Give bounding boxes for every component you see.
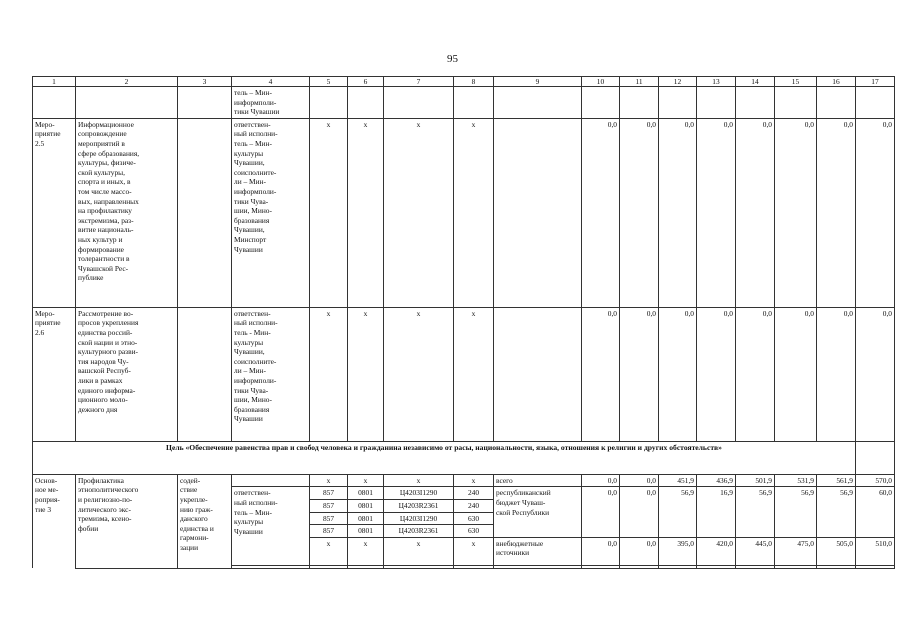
- event-row-2-5: [33, 118, 895, 307]
- responsible-cell: ответствен- ный исполни- тель – Мин- культуры Чувашии: [232, 487, 310, 565]
- col-header: 8: [454, 77, 494, 87]
- code-cell: x: [310, 118, 348, 307]
- page-number: 95: [447, 53, 458, 65]
- event-id: Меро- приятие 2.6: [33, 307, 76, 441]
- col-header: 14: [736, 77, 775, 87]
- value-cell: 0,0: [620, 537, 659, 565]
- value-cell: 436,9: [697, 474, 736, 487]
- code-cell: 857: [310, 487, 348, 500]
- col-header: 16: [817, 77, 856, 87]
- event-row-2-6: [33, 307, 895, 441]
- code-cell: 0801: [348, 525, 384, 538]
- responsible-cell: ответствен- ный исполни- тель – Мин- культуры Чувашии, соисполните- ли – Мин- информполи- тики Чува- шии, Мино- бразования Чувашии, Минспорт Чувашии: [232, 118, 310, 307]
- code-cell: x: [384, 537, 454, 565]
- column-number-row: [33, 77, 895, 87]
- value-cell: 0,0: [582, 487, 620, 537]
- col-header: 12: [659, 77, 697, 87]
- value-cell: 0,0: [736, 118, 775, 307]
- code-cell: Ц4203R2361: [384, 525, 454, 538]
- value-cell: 0,0: [582, 307, 620, 441]
- goal-heading: Цель «Обеспечение равенства прав и свобод человека и гражданина независимо от расы, национальности, языка, отношения к религии и других обстоятельств»: [33, 441, 856, 474]
- code-cell: x: [384, 307, 454, 441]
- code-cell: x: [348, 118, 384, 307]
- continuation-row: [33, 87, 895, 119]
- code-cell: Ц4203I1290: [384, 512, 454, 525]
- responsible-cell: тель – Мин- информполи- тики Чувашии: [232, 87, 310, 119]
- value-cell: 0,0: [736, 307, 775, 441]
- value-cell: 0,0: [620, 307, 659, 441]
- code-cell: 240: [454, 487, 494, 500]
- value-cell: 56,9: [775, 487, 817, 537]
- value-cell: 501,9: [736, 474, 775, 487]
- col-header: 4: [232, 77, 310, 87]
- col-header: 9: [494, 77, 582, 87]
- value-cell: 0,0: [659, 118, 697, 307]
- code-cell: 240: [454, 499, 494, 512]
- event-description: Рассмотрение во- просов укрепления единства россий- ской нации и этно- культурного разви- тия народов Чу- вашской Респуб- лики в рамках единого информа- ционного моло- дежного дня: [76, 307, 178, 441]
- program-table: [32, 76, 895, 569]
- code-cell: Ц4203R2361: [384, 499, 454, 512]
- value-cell: 56,9: [736, 487, 775, 537]
- value-cell: 395,0: [659, 537, 697, 565]
- value-cell: 0,0: [620, 487, 659, 537]
- value-cell: 475,0: [775, 537, 817, 565]
- value-cell: 16,9: [697, 487, 736, 537]
- value-cell: 445,0: [736, 537, 775, 565]
- event-description: Информационное сопровождение мероприятий в сфере образования, культуры, физиче- ской культуры, спорта и иных, в том числе массо- вых, направленных на профилактику экстремизма, раз- витие националь- ных культур и формирование толерантности в Чувашской Рес- публике: [76, 118, 178, 307]
- value-cell: 0,0: [582, 474, 620, 487]
- value-cell: 56,9: [659, 487, 697, 537]
- col-header: 2: [76, 77, 178, 87]
- code-cell: x: [348, 537, 384, 565]
- value-cell: 0,0: [775, 307, 817, 441]
- value-cell: 420,0: [697, 537, 736, 565]
- code-cell: x: [348, 307, 384, 441]
- event-id: Меро- приятие 2.5: [33, 118, 76, 307]
- code-cell: 0801: [348, 499, 384, 512]
- code-cell: 0801: [348, 487, 384, 500]
- code-cell: x: [454, 537, 494, 565]
- code-cell: 0801: [348, 512, 384, 525]
- event-goal-cell: содей- ствие укрепле- нию граж- данского единства и гармони- зации: [178, 474, 232, 568]
- goal-row: [33, 441, 895, 474]
- value-cell: 0,0: [697, 307, 736, 441]
- value-cell: 0,0: [697, 118, 736, 307]
- col-header: 3: [178, 77, 232, 87]
- col-header: 1: [33, 77, 76, 87]
- value-cell: 561,9: [817, 474, 856, 487]
- value-cell: 451,9: [659, 474, 697, 487]
- code-cell: x: [310, 474, 348, 487]
- value-cell: 0,0: [659, 307, 697, 441]
- col-header: 11: [620, 77, 659, 87]
- value-cell: 510,0: [856, 537, 895, 565]
- col-header: 5: [310, 77, 348, 87]
- value-cell: 570,0: [856, 474, 895, 487]
- value-cell: 505,0: [817, 537, 856, 565]
- code-cell: 630: [454, 512, 494, 525]
- value-cell: 0,0: [775, 118, 817, 307]
- col-header: 13: [697, 77, 736, 87]
- funding-source: внебюджетные источники: [494, 537, 582, 565]
- col-header: 17: [856, 77, 895, 87]
- value-cell: 531,9: [775, 474, 817, 487]
- funding-source: республиканский бюджет Чуваш- ской Республики: [494, 487, 582, 537]
- code-cell: x: [454, 474, 494, 487]
- value-cell: 0,0: [817, 307, 856, 441]
- responsible-cell: ответствен- ный исполни- тель - Мин- культуры Чувашии, соисполните- ли – Мин- информполи- тики Чува- шии, Мино- бразования Чувашии: [232, 307, 310, 441]
- value-cell: 0,0: [582, 118, 620, 307]
- value-cell: 0,0: [817, 118, 856, 307]
- col-header: 10: [582, 77, 620, 87]
- event-description: Профилактика этнополитического и религиозно-по- литического экс- тремизма, ксено- фобии: [76, 474, 178, 568]
- code-cell: 630: [454, 525, 494, 538]
- code-cell: 857: [310, 512, 348, 525]
- main-event-3-total-row: [33, 474, 895, 487]
- value-cell: 0,0: [856, 118, 895, 307]
- code-cell: x: [310, 537, 348, 565]
- code-cell: x: [384, 474, 454, 487]
- value-cell: 60,0: [856, 487, 895, 537]
- value-cell: 56,9: [817, 487, 856, 537]
- value-cell: 0,0: [856, 307, 895, 441]
- funding-source: всего: [494, 474, 582, 487]
- code-cell: x: [454, 118, 494, 307]
- code-cell: x: [348, 474, 384, 487]
- col-header: 6: [348, 77, 384, 87]
- code-cell: 857: [310, 525, 348, 538]
- code-cell: x: [310, 307, 348, 441]
- col-header: 7: [384, 77, 454, 87]
- col-header: 15: [775, 77, 817, 87]
- code-cell: 857: [310, 499, 348, 512]
- code-cell: x: [454, 307, 494, 441]
- value-cell: 0,0: [582, 537, 620, 565]
- value-cell: 0,0: [620, 474, 659, 487]
- code-cell: x: [384, 118, 454, 307]
- value-cell: 0,0: [620, 118, 659, 307]
- event-id: Основ- ное ме- роприя- тие 3: [33, 474, 76, 568]
- code-cell: Ц4203I1290: [384, 487, 454, 500]
